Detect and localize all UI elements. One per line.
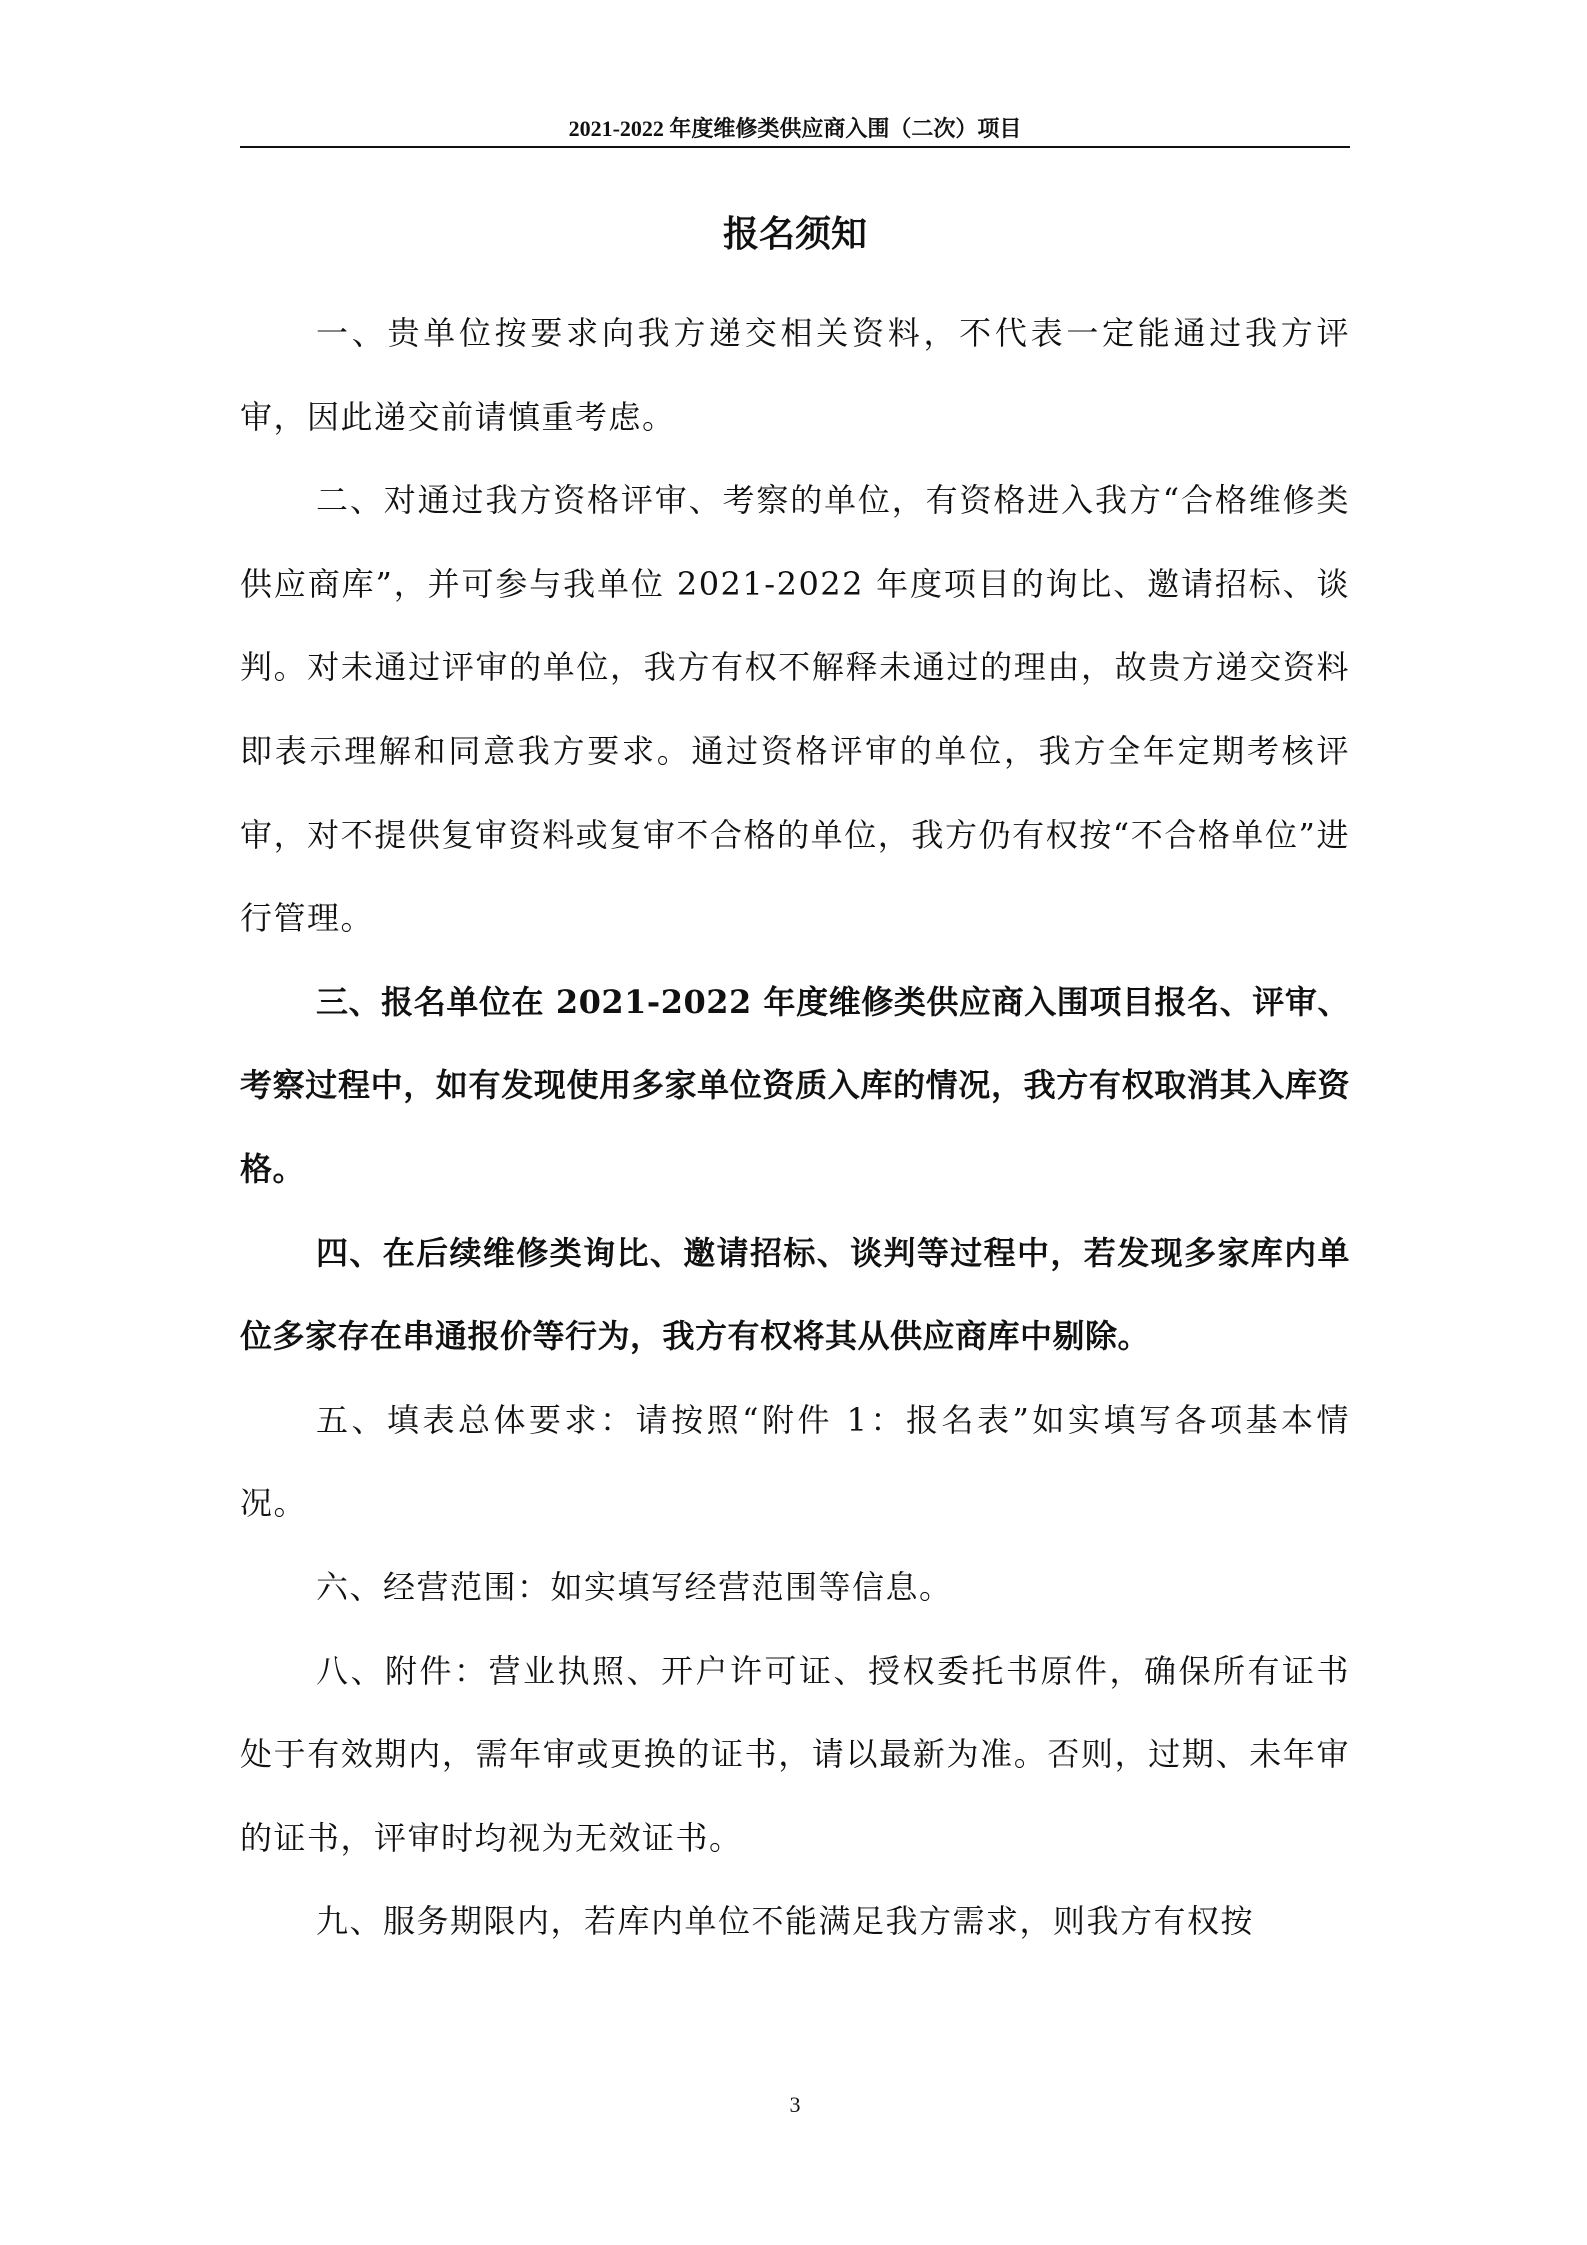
- paragraph-5: 五、填表总体要求：请按照“附件 1：报名表”如实填写各项基本情况。: [240, 1400, 1350, 1523]
- paragraph-4: 四、在后续维修类询比、邀请招标、谈判等过程中，若发现多家库内单位多家存在串通报价等行为，我方有权将其从供应商库中剔除。: [240, 1233, 1350, 1356]
- document-body: [240, 292, 1350, 1964]
- document-header: 2021-2022 年度维修类供应商入围（二次）项目: [568, 116, 1022, 141]
- paragraph-9: 九、服务期限内，若库内单位不能满足我方需求，则我方有权按: [316, 1902, 1255, 1941]
- paragraph-1: 一、贵单位按要求向我方递交相关资料，不代表一定能通过我方评审，因此递交前请慎重考虑。: [240, 314, 1350, 436]
- paragraph-6: 六、经营范围：如实填写经营范围等信息。: [316, 1567, 953, 1606]
- page-title: 报名须知: [722, 213, 867, 255]
- paragraph-2: 二、对通过我方资格评审、考察的单位，有资格进入我方“合格维修类供应商库”，并可参与我单位 2021-2022 年度项目的询比、邀请招标、谈判。对未通过评审的单位，我方有权不解释未通过的理由，故贵方递交资料即表示理解和同意我方要求。通过资格评审的单位，我方全年定期考核评审，对不提供复审资料或复审不合格的单位，我方仍有权按“不合格单位”进行管理。: [240, 481, 1350, 938]
- header-divider: [240, 146, 1350, 148]
- paragraph-3: 三、报名单位在 2021-2022 年度维修类供应商入围项目报名、评审、考察过程中，如有发现使用多家单位资质入库的情况，我方有权取消其入库资格。: [240, 982, 1350, 1188]
- page-number: 3: [789, 2092, 801, 2117]
- paragraph-8: 八、附件：营业执照、开户许可证、授权委托书原件，确保所有证书处于有效期内，需年审或更换的证书，请以最新为准。否则，过期、未年审的证书，评审时均视为无效证书。: [240, 1651, 1350, 1857]
